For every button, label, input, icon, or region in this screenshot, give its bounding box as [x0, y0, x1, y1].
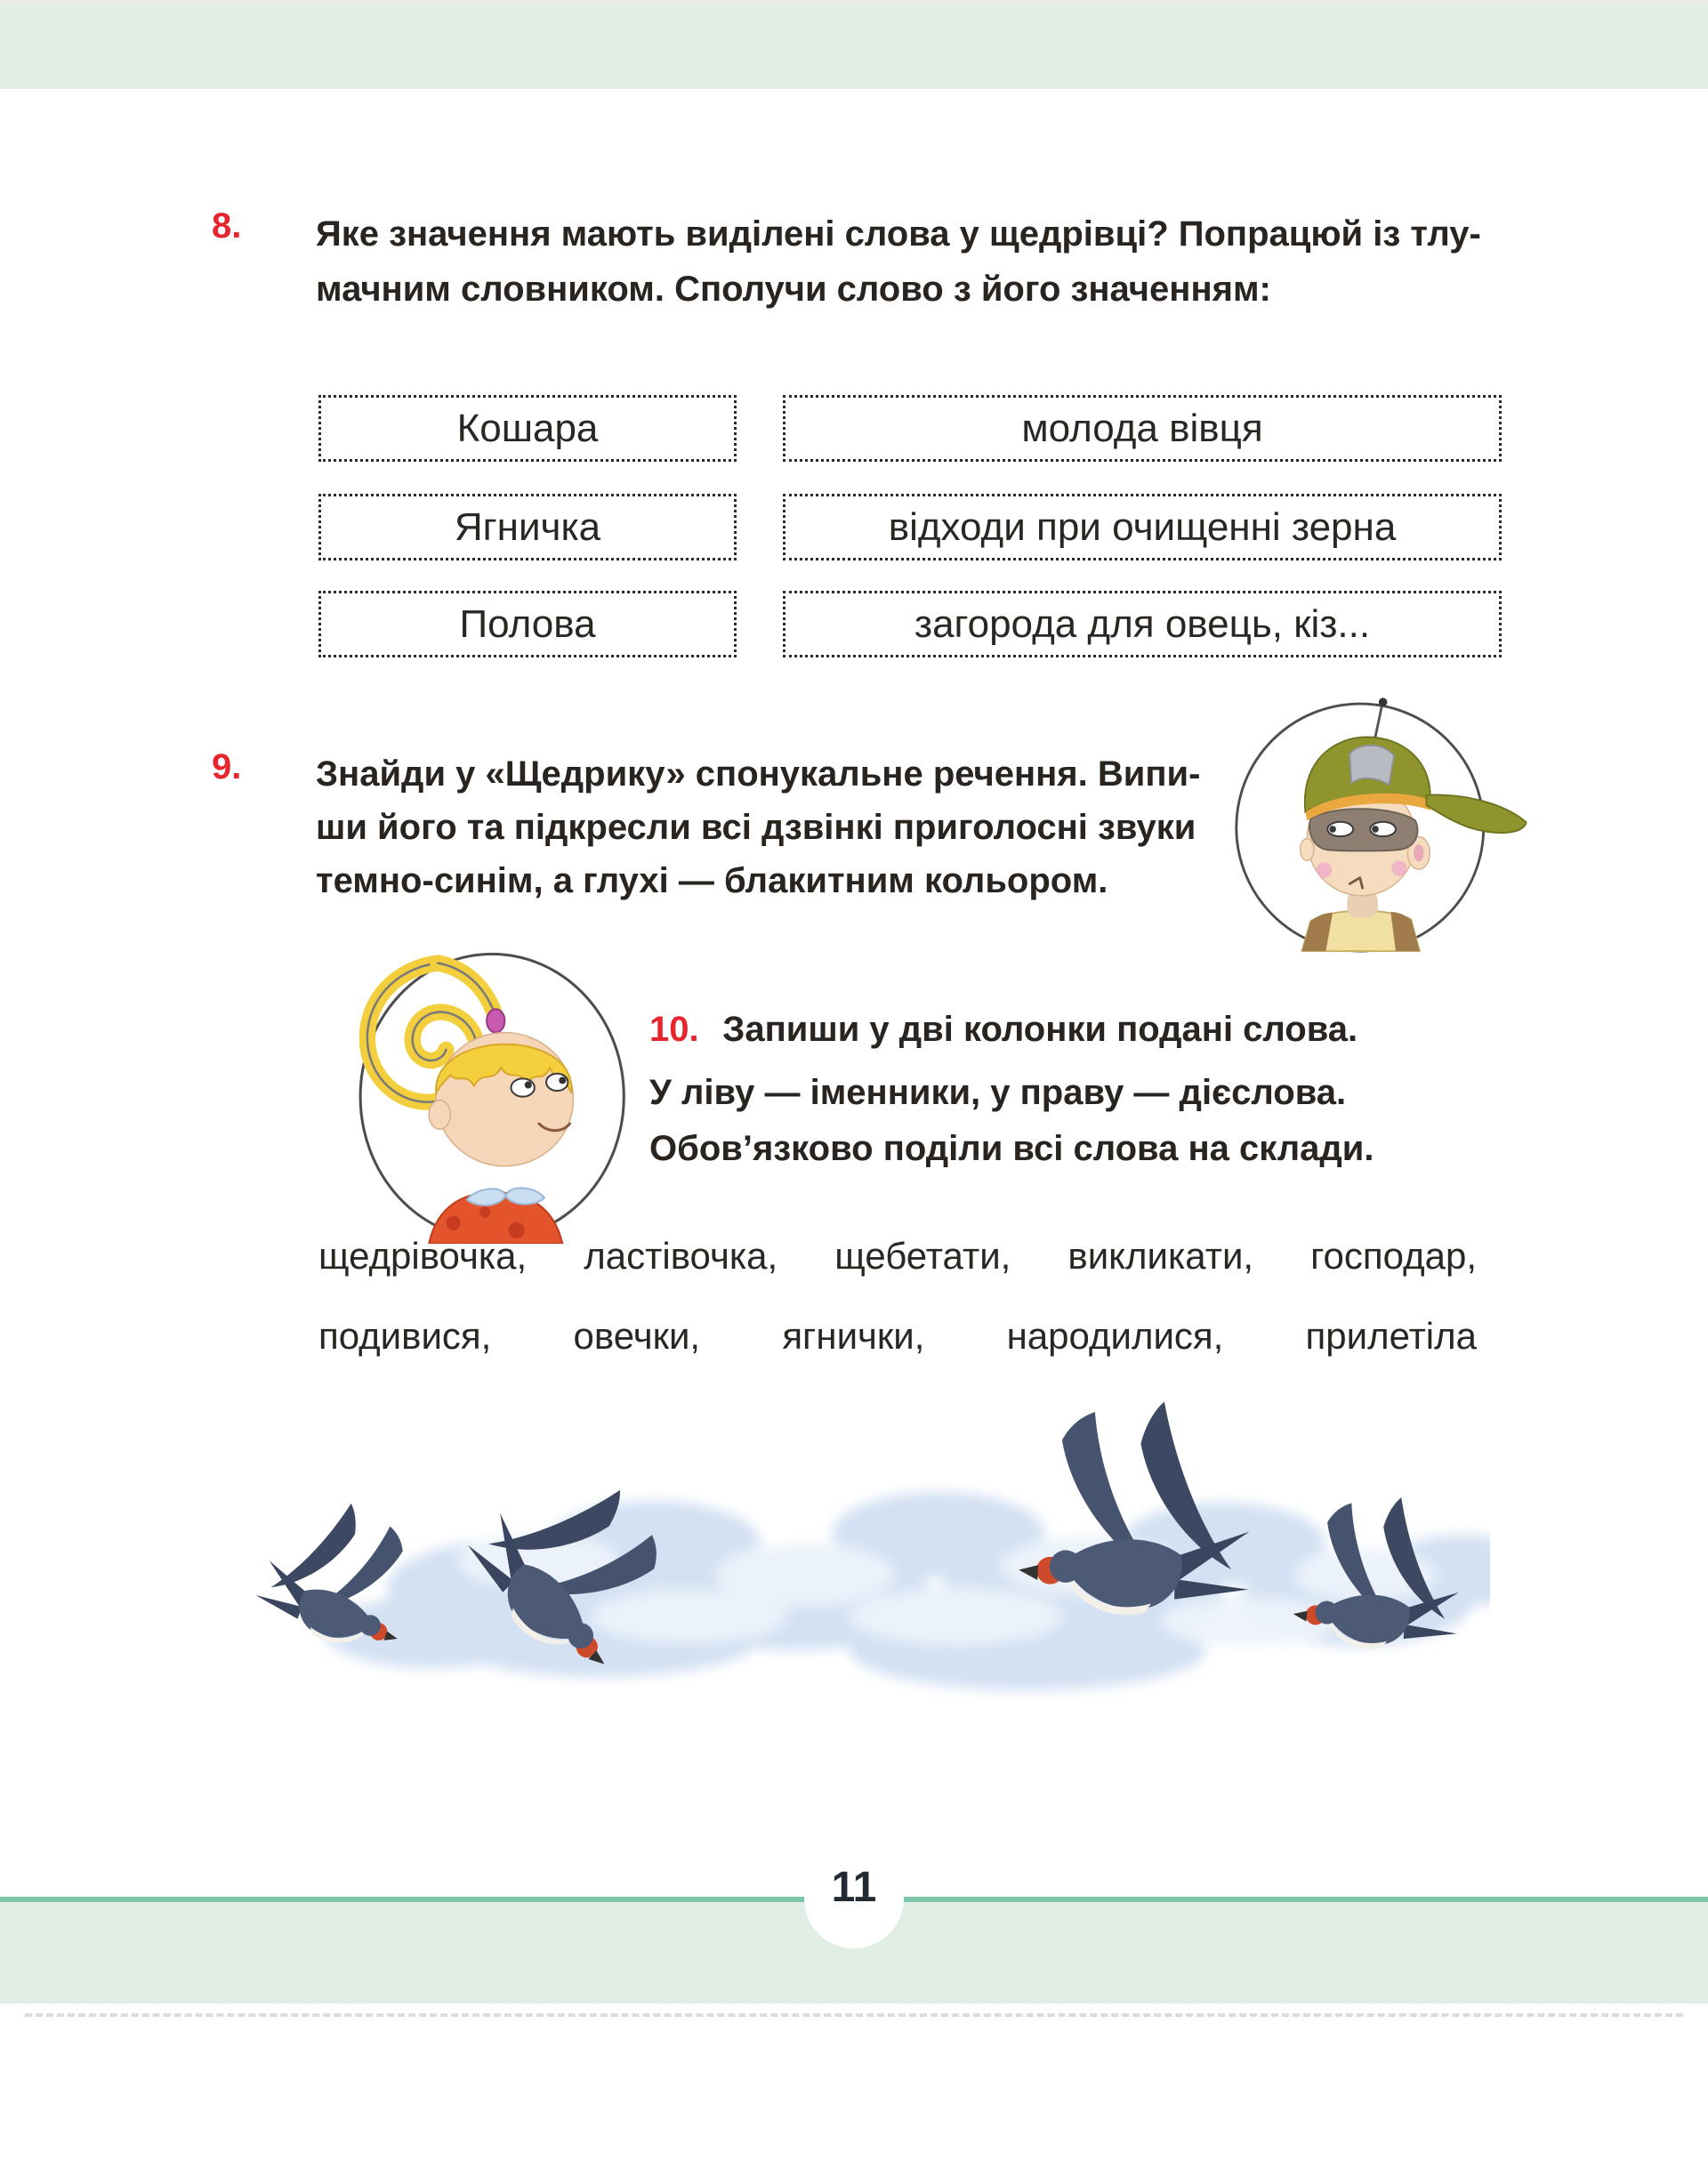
header-band: [0, 4, 1708, 89]
task10-instruction: [649, 1002, 1503, 1177]
match-term-koshara[interactable]: Кошара: [318, 395, 737, 462]
word: прилетіла: [1305, 1315, 1477, 1357]
word: ягнички,: [782, 1315, 925, 1357]
word-list: [318, 1235, 1477, 1358]
swallows-illustration: [227, 1379, 1490, 1770]
word: овечки,: [573, 1315, 701, 1357]
task10-line1: [649, 1002, 1503, 1065]
task10-line2: У ліву — іменники, у праву — дієслова.: [649, 1073, 1347, 1112]
task10-number: 10.: [649, 1010, 719, 1049]
task9-line2: ши його та підкресли всі дзвінкі приголосні звуки: [316, 808, 1196, 847]
task10-line3: Обов’язково поділи всі слова на склади.: [649, 1129, 1374, 1168]
match-term-polova[interactable]: Полова: [318, 591, 737, 657]
word-list-line1: [318, 1235, 1477, 1278]
clouds: [325, 1492, 1490, 1690]
word: щебетати,: [834, 1235, 1011, 1277]
task10-line1-text: Запиши у дві колонки подані слова.: [722, 1010, 1358, 1049]
task8-instruction: [316, 206, 1499, 317]
word: подивися,: [318, 1315, 492, 1357]
perforation-dashed-line: [25, 2013, 1683, 2017]
girl-illustration-svg: [331, 932, 630, 1244]
boy-in-cap-illustration: [1232, 687, 1539, 972]
swallows-svg: [227, 1379, 1490, 1770]
task9-line1: Знайди у «Щедрику» спонукальне речення. Випи-: [316, 754, 1201, 794]
task9-number: 9.: [212, 747, 242, 786]
word: народилися,: [1006, 1315, 1224, 1357]
task9-instruction: [316, 747, 1250, 907]
page-number: 11: [831, 1864, 877, 1911]
match-term-yahnychka[interactable]: Ягничка: [318, 494, 737, 560]
task8-line1: Яке значення мають виділені слова у щедрівці? Попрацюй із тлу-: [316, 214, 1481, 254]
word-list-line2: [318, 1315, 1477, 1358]
word: ластівочка,: [584, 1235, 778, 1277]
word: щедрівочка,: [318, 1235, 528, 1277]
match-definition-zahoroda[interactable]: загорода для овець, кіз...: [783, 591, 1502, 657]
match-definition-moloda-vivtsia[interactable]: молода вівця: [783, 395, 1502, 462]
task8-number: 8.: [212, 206, 242, 246]
girl-illustration: [331, 932, 630, 1244]
word: викликати,: [1068, 1235, 1254, 1277]
task8-line2: мачним словником. Сполучи слово з його значенням:: [316, 270, 1271, 309]
boy-illustration-svg: [1232, 687, 1539, 972]
task9-line3: темно-синім, а глухі — блакитним кольором.: [316, 861, 1108, 900]
match-definition-vidkhody[interactable]: відходи при очищенні зерна: [783, 494, 1502, 560]
word: господар,: [1310, 1235, 1477, 1277]
